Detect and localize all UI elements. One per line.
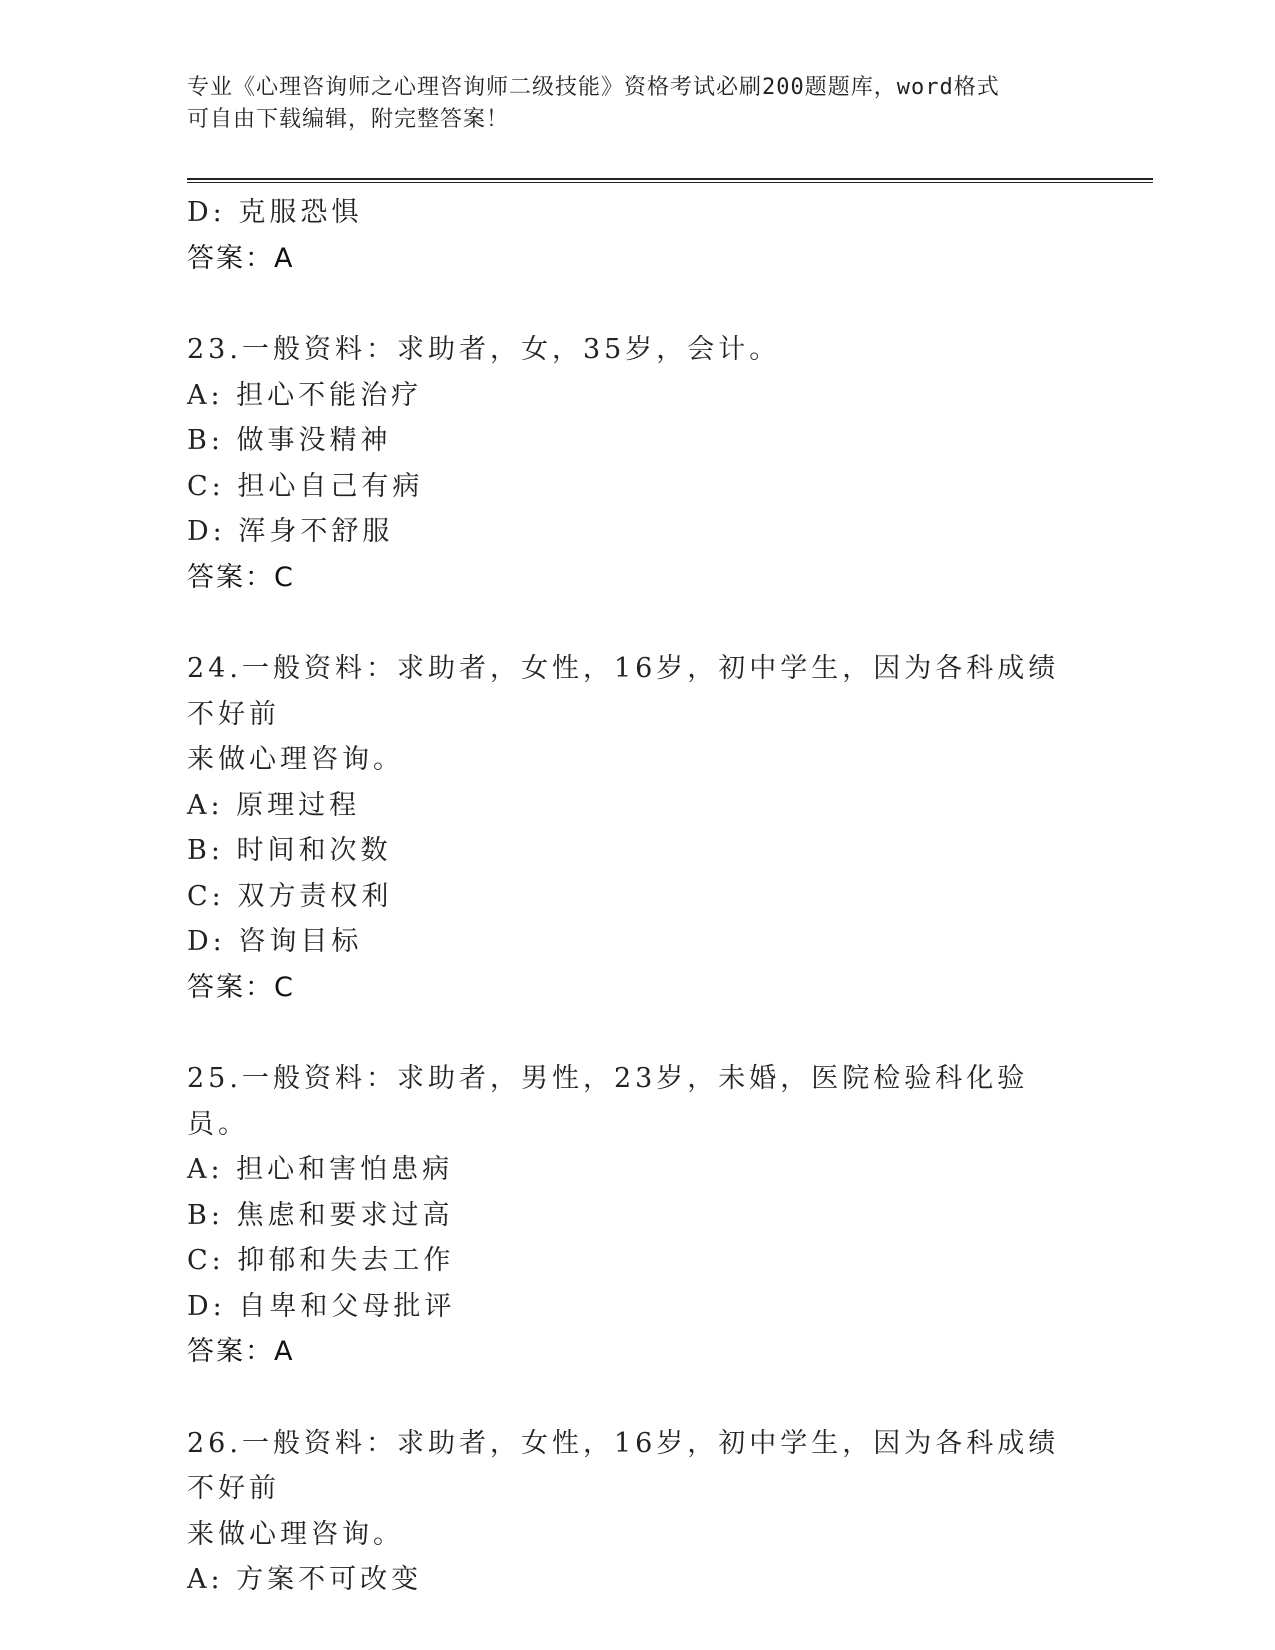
question-25: [187, 1056, 1087, 1375]
header-title-line-2: 可自由下载编辑，附完整答案！: [187, 107, 510, 132]
header-divider: [187, 178, 1153, 183]
question-24: [187, 646, 1087, 1010]
question-stem-line-1: 24.一般资料：求助者，女性，16岁，初中学生，因为各科成绩不好前: [187, 653, 1060, 730]
option-c: C: 双方责权利: [187, 880, 393, 912]
question-23: [187, 327, 1087, 600]
question-stem: 23.一般资料：求助者，女，35岁，会计。: [187, 334, 781, 365]
question-stem-line-2: 来做心理咨询。: [187, 1518, 404, 1550]
option-d: D: 浑身不舒服: [187, 516, 394, 547]
header-title-line-1: 专业《心理咨询师之心理咨询师二级技能》资格考试必刷200题题库，word格式: [187, 75, 1000, 100]
spacer: [187, 1010, 1087, 1056]
option-d: D: 咨询目标: [187, 926, 363, 957]
question-stem: 25.一般资料：求助者，男性，23岁，未婚，医院检验科化验员。: [187, 1063, 1029, 1140]
option-d: D: 自卑和父母批评: [187, 1290, 456, 1322]
question-fragment: [187, 190, 1087, 281]
answer-line: 答案：C: [187, 971, 295, 1003]
spacer: [187, 281, 1087, 327]
spacer: [187, 600, 1087, 646]
spacer: [187, 1375, 1087, 1421]
answer-line: 答案：A: [187, 1336, 295, 1367]
question-stem-line-2: 来做心理咨询。: [187, 744, 404, 775]
question-26: [187, 1421, 1087, 1603]
document-body: [187, 190, 1087, 1603]
option-c: C: 担心自己有病: [187, 470, 424, 502]
option-b: B: 焦虑和要求过高: [187, 1199, 454, 1231]
answer-line: 答案：A: [187, 242, 295, 274]
option-a: A: 担心不能治疗: [187, 379, 423, 411]
option-c: C: 抑郁和失去工作: [187, 1245, 455, 1276]
option-a: A: 方案不可改变: [187, 1564, 423, 1595]
answer-line: 答案：C: [187, 561, 295, 593]
option-b: B: 做事没精神: [187, 425, 392, 456]
question-stem-line-1: 26.一般资料：求助者，女性，16岁，初中学生，因为各科成绩不好前: [187, 1427, 1060, 1504]
document-header: [187, 72, 1067, 136]
option-b: B: 时间和次数: [187, 835, 392, 866]
option-d: D: 克服恐惧: [187, 197, 363, 228]
option-a: A: 原理过程: [187, 789, 361, 821]
option-a: A: 担心和害怕患病: [187, 1154, 454, 1185]
